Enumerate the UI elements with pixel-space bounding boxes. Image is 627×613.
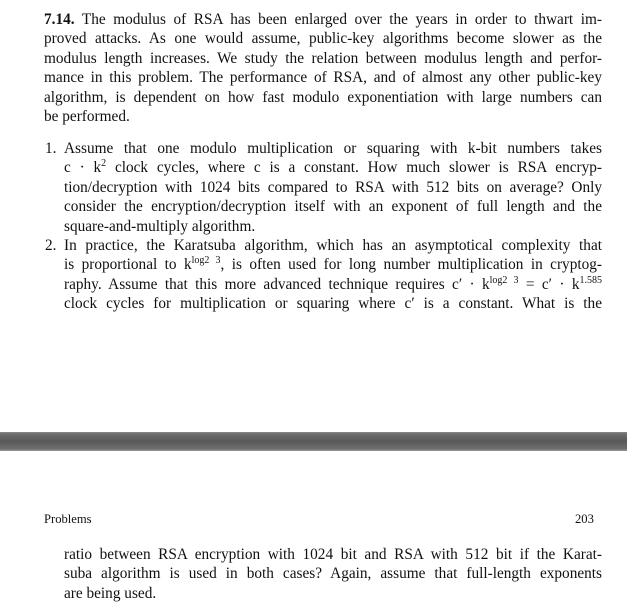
- continuation-line: are being used.: [64, 584, 157, 602]
- exercise-line: be performed.: [44, 108, 130, 126]
- page-divider: [0, 432, 627, 451]
- page-number: 203: [575, 512, 594, 526]
- question-line: In practice, the Karatsuba algorithm, which has an asymptotical complexity that: [64, 237, 602, 255]
- exercise-number: 7.14.: [44, 11, 75, 28]
- question-line: Assume that one modulo multiplication or squaring with k-bit numbers takes: [64, 140, 602, 157]
- exercise-line: proved attacks. As one would assume, public-key algorithms become slower as the: [44, 30, 602, 48]
- question-list: [44, 139, 602, 314]
- question-line: is proportional to $k^{log2 3}$, is often used for long number multiplication in cryptog-: [64, 255, 602, 274]
- question-item-2: [44, 236, 602, 314]
- question-line: clock cycles for multiplication or squaring where c′ is a constant. What is the: [64, 295, 602, 313]
- continuation-line: suba algorithm is used in both cases? Again, assume that full-length exponents: [64, 565, 602, 583]
- exercise-paragraph: [44, 10, 602, 126]
- exercise-line: mance in this problem. The performance of RSA, and of almost any other public-key: [44, 69, 602, 87]
- question-line: raphy. Assume that this more advanced technique requires $c' \cdot k^{log2 3} = c' \cdot k^{1.585}$: [64, 274, 602, 293]
- running-head: Problems: [44, 512, 92, 526]
- exercise-line: 7.14. The modulus of RSA has been enlarged over the years in order to thwart im-: [44, 11, 602, 28]
- list-marker: 1.: [45, 140, 57, 157]
- question-item-1: [44, 139, 602, 236]
- question-line: tion/decryption with 1024 bits compared to RSA with 512 bits on average? Only: [64, 178, 602, 196]
- question-line: square-and-multiply algorithm.: [64, 217, 256, 235]
- list-marker: 2.: [45, 237, 57, 255]
- question-line: $c \cdot k^2$ clock cycles, where c is a constant. How much slower is RSA encryp-: [64, 158, 602, 177]
- question-line: consider the encryption/decryption itself with an exponent of full length and the: [64, 198, 602, 216]
- continuation-line: ratio between RSA encryption with 1024 bit and RSA with 512 bit if the Karat-: [64, 546, 602, 563]
- continuation-text: [64, 545, 602, 603]
- exercise-line: modulus length increases. We study the relation between modulus length and perfor-: [44, 49, 602, 67]
- exercise-line: algorithm, is dependent on how fast modulo exponentiation with large numbers can: [44, 88, 602, 106]
